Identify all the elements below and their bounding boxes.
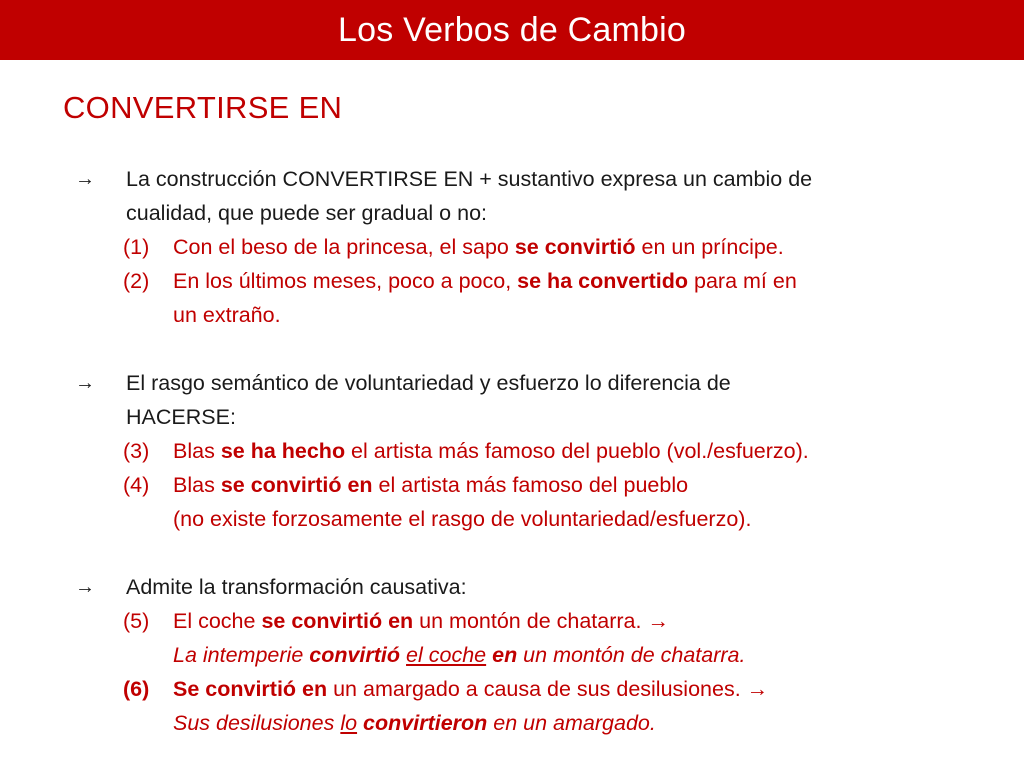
highlighted-verb: se convirtió en [261, 609, 414, 633]
bullet-1-line-2: cualidad, que puede ser gradual o no: [126, 201, 487, 225]
highlighted-preposition: en [492, 643, 518, 667]
example-6: (6) Se convirtió en un amargado a causa de sus desilusiones. → [72, 672, 972, 706]
example-number: (4) [123, 473, 150, 497]
slide-content [72, 162, 972, 740]
right-arrow-icon: → [647, 609, 669, 633]
bullet-2-line-2: HACERSE: [126, 405, 236, 429]
section-heading: CONVERTIRSE EN [63, 90, 343, 125]
highlighted-verb: se ha hecho [220, 439, 346, 463]
underlined-object: lo [340, 711, 358, 735]
arrow-bullet-icon: → [75, 576, 95, 598]
arrow-bullet-icon: → [75, 168, 95, 190]
example-4-continuation: (no existe forzosamente el rasgo de voluntariedad/esfuerzo). [173, 507, 752, 531]
example-number: (1) [123, 235, 150, 259]
highlighted-verb: convirtió [309, 643, 401, 667]
bullet-3-line-1: Admite la transformación causativa: [126, 575, 467, 599]
bullet-2-line-1: El rasgo semántico de voluntariedad y esfuerzo lo diferencia de [126, 371, 731, 395]
example-1: (1) Con el beso de la princesa, el sapo se convirtió en un príncipe. [72, 230, 972, 264]
highlighted-verb: Se convirtió en [173, 677, 328, 701]
arrow-bullet-icon: → [75, 372, 95, 394]
bullet-2 [72, 366, 972, 434]
bullet-1-line-1: La construcción CONVERTIRSE EN + sustantivo expresa un cambio de [126, 167, 813, 191]
example-4: (4) Blas se convirtió en el artista más famoso del pueblo [72, 468, 972, 502]
bullet-1 [72, 162, 972, 230]
highlighted-verb: convirtieron [363, 711, 488, 735]
example-number: (2) [123, 269, 150, 293]
example-3: (3) Blas se ha hecho el artista más famoso del pueblo (vol./esfuerzo). [72, 434, 972, 468]
slide-title: Los Verbos de Cambio [338, 10, 686, 49]
underlined-object: el coche [406, 643, 487, 667]
example-2: (2) En los últimos meses, poco a poco, se ha convertido para mí en [72, 264, 972, 298]
bullet-3 [72, 570, 972, 604]
example-6-transformation: Sus desilusiones lo convirtieron en un amargado. [173, 711, 656, 735]
right-arrow-icon: → [746, 677, 769, 701]
example-number: (3) [123, 439, 150, 463]
example-5: (5) El coche se convirtió en un montón de chatarra. → [72, 604, 972, 638]
example-2-continuation: un extraño. [173, 303, 281, 327]
highlighted-verb: se convirtió en [220, 473, 373, 497]
highlighted-verb: se ha convertido [517, 269, 689, 293]
example-number: (6) [123, 677, 150, 701]
example-5-transformation: La intemperie convirtió el coche en un montón de chatarra. [173, 643, 746, 667]
title-bar [0, 0, 1024, 60]
example-number: (5) [123, 609, 150, 633]
highlighted-verb: se convirtió [514, 235, 636, 259]
